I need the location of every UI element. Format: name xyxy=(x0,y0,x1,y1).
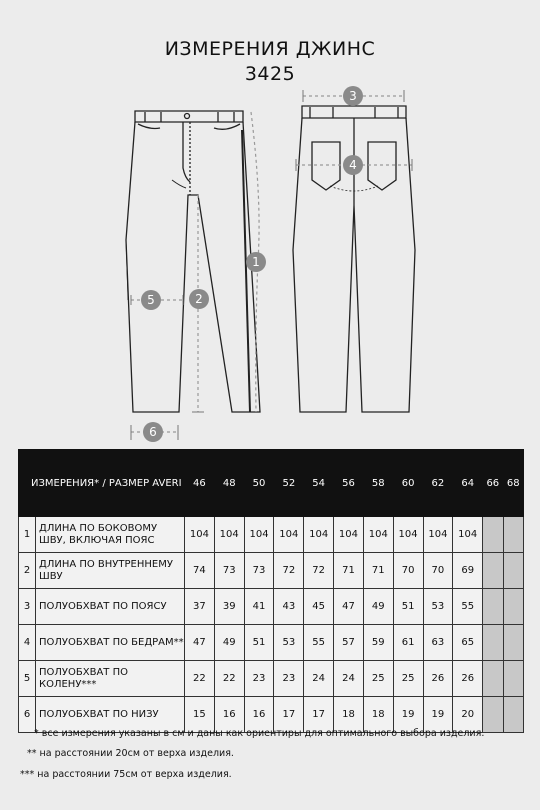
marker-1 xyxy=(246,252,266,272)
table-cell: 104 xyxy=(274,517,304,553)
size-header-cell: 66 xyxy=(483,450,503,517)
marker-5 xyxy=(141,290,161,310)
row-number: 6 xyxy=(19,697,36,733)
table-cell xyxy=(503,697,524,733)
table-cell: 57 xyxy=(334,625,364,661)
svg-text:5: 5 xyxy=(147,293,155,307)
table-cell: 16 xyxy=(244,697,274,733)
size-header-cell: 62 xyxy=(423,450,453,517)
page-title: ИЗМЕРЕНИЯ ДЖИНС xyxy=(164,38,376,60)
table-cell: 51 xyxy=(244,625,274,661)
table-cell: 53 xyxy=(423,589,453,625)
table-cell: 26 xyxy=(453,661,483,697)
table-cell: 49 xyxy=(214,625,244,661)
table-cell: 73 xyxy=(244,553,274,589)
svg-text:3: 3 xyxy=(349,89,357,103)
table-cell: 104 xyxy=(363,517,393,553)
table-cell: 70 xyxy=(423,553,453,589)
table-cell: 39 xyxy=(214,589,244,625)
table-cell: 23 xyxy=(274,661,304,697)
size-header-cell: 68 xyxy=(503,450,524,517)
table-cell: 24 xyxy=(304,661,334,697)
table-cell: 20 xyxy=(453,697,483,733)
table-cell: 25 xyxy=(363,661,393,697)
table-cell: 37 xyxy=(185,589,215,625)
table-cell: 65 xyxy=(453,625,483,661)
table-cell: 19 xyxy=(423,697,453,733)
table-cell: 69 xyxy=(453,553,483,589)
size-header-cell: 56 xyxy=(334,450,364,517)
size-header-cell: 50 xyxy=(244,450,274,517)
table-cell: 74 xyxy=(185,553,215,589)
table-cell: 23 xyxy=(244,661,274,697)
row-number: 2 xyxy=(19,553,36,589)
table-cell xyxy=(503,661,524,697)
measurement-name: ПОЛУОБХВАТ ПО КОЛЕНУ*** xyxy=(36,661,185,697)
measurement-name: ПОЛУОБХВАТ ПО ПОЯСУ xyxy=(36,589,185,625)
table-cell: 22 xyxy=(214,661,244,697)
front-measurement-lines xyxy=(131,112,259,432)
table-cell: 61 xyxy=(393,625,423,661)
table-cell: 17 xyxy=(274,697,304,733)
table-cell xyxy=(483,697,503,733)
size-header-cell: 52 xyxy=(274,450,304,517)
size-table xyxy=(18,449,524,733)
jeans-front-drawing xyxy=(126,111,260,412)
measurement-name: ПОЛУОБХВАТ ПО НИЗУ xyxy=(36,697,185,733)
table-cell: 24 xyxy=(334,661,364,697)
table-cell: 72 xyxy=(274,553,304,589)
front-measurement-ticks xyxy=(131,295,204,440)
marker-6 xyxy=(143,422,163,442)
table-cell: 104 xyxy=(423,517,453,553)
table-cell xyxy=(483,661,503,697)
table-cell: 73 xyxy=(214,553,244,589)
table-cell: 18 xyxy=(363,697,393,733)
table-row xyxy=(19,553,524,589)
size-table-header xyxy=(19,450,524,517)
table-cell: 25 xyxy=(393,661,423,697)
model-number: 3425 xyxy=(244,63,296,85)
footnote-1: * все измерения указаны в см и даны как ориентиры для оптимального выбора изделия. xyxy=(34,728,485,739)
table-cell: 59 xyxy=(363,625,393,661)
row-number: 4 xyxy=(19,625,36,661)
table-cell xyxy=(503,625,524,661)
table-cell: 49 xyxy=(363,589,393,625)
table-cell: 104 xyxy=(244,517,274,553)
table-cell xyxy=(483,553,503,589)
table-cell: 18 xyxy=(334,697,364,733)
svg-text:1: 1 xyxy=(252,255,260,269)
table-cell: 47 xyxy=(334,589,364,625)
size-header-cell: 46 xyxy=(185,450,215,517)
measurement-name: ДЛИНА ПО БОКОВОМУ ШВУ, ВКЛЮЧАЯ ПОЯС xyxy=(36,517,185,553)
svg-text:2: 2 xyxy=(195,292,203,306)
table-cell xyxy=(483,625,503,661)
measurement-name: ДЛИНА ПО ВНУТРЕННЕМУ ШВУ xyxy=(36,553,185,589)
table-cell: 104 xyxy=(304,517,334,553)
table-cell: 51 xyxy=(393,589,423,625)
size-header-cell: 60 xyxy=(393,450,423,517)
measurement-name: ПОЛУОБХВАТ ПО БЕДРАМ** xyxy=(36,625,185,661)
table-cell xyxy=(503,517,524,553)
svg-text:4: 4 xyxy=(349,158,357,172)
table-row xyxy=(19,625,524,661)
table-cell: 104 xyxy=(214,517,244,553)
marker-3 xyxy=(343,86,363,106)
table-cell xyxy=(503,589,524,625)
table-cell: 45 xyxy=(304,589,334,625)
table-cell: 72 xyxy=(304,553,334,589)
size-header-cell: 54 xyxy=(304,450,334,517)
row-number: 1 xyxy=(19,517,36,553)
table-cell: 55 xyxy=(453,589,483,625)
table-cell xyxy=(483,589,503,625)
jeans-back-drawing xyxy=(293,106,415,412)
table-cell: 53 xyxy=(274,625,304,661)
table-cell: 19 xyxy=(393,697,423,733)
table-row xyxy=(19,589,524,625)
size-header-cell: 64 xyxy=(453,450,483,517)
size-header-cell: 48 xyxy=(214,450,244,517)
size-header-cell: 58 xyxy=(363,450,393,517)
table-cell: 104 xyxy=(393,517,423,553)
svg-text:6: 6 xyxy=(149,425,157,439)
table-cell xyxy=(503,553,524,589)
row-number: 5 xyxy=(19,661,36,697)
table-cell: 16 xyxy=(214,697,244,733)
table-cell: 43 xyxy=(274,589,304,625)
row-number: 3 xyxy=(19,589,36,625)
footnote-2: ** на расстоянии 20см от верха изделия. xyxy=(27,748,234,759)
footnote-3: *** на расстоянии 75см от верха изделия. xyxy=(20,769,232,780)
table-cell: 104 xyxy=(334,517,364,553)
table-row xyxy=(19,661,524,697)
header-label: ИЗМЕРЕНИЯ* / РАЗМЕР AVERI xyxy=(19,450,185,517)
table-cell: 71 xyxy=(363,553,393,589)
table-cell: 63 xyxy=(423,625,453,661)
marker-2 xyxy=(189,289,209,309)
table-cell: 47 xyxy=(185,625,215,661)
table-cell: 104 xyxy=(453,517,483,553)
table-cell: 15 xyxy=(185,697,215,733)
table-cell: 55 xyxy=(304,625,334,661)
table-cell: 41 xyxy=(244,589,274,625)
table-cell: 104 xyxy=(185,517,215,553)
table-cell: 70 xyxy=(393,553,423,589)
table-cell xyxy=(483,517,503,553)
table-cell: 26 xyxy=(423,661,453,697)
marker-4 xyxy=(343,155,363,175)
table-row xyxy=(19,517,524,553)
table-cell: 22 xyxy=(185,661,215,697)
table-cell: 17 xyxy=(304,697,334,733)
table-cell: 71 xyxy=(334,553,364,589)
